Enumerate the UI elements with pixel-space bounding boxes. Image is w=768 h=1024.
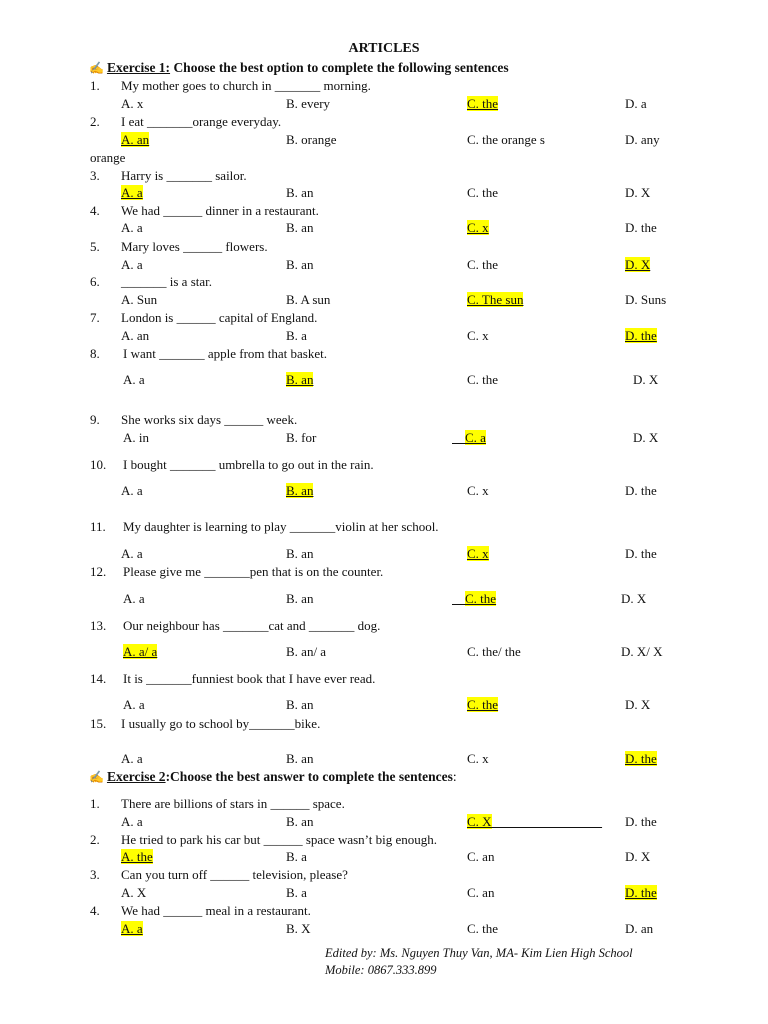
option-b[interactable]: B. A sun — [286, 292, 331, 307]
option-c[interactable] — [467, 697, 498, 713]
option-c[interactable]: C. the — [467, 257, 499, 272]
option-a[interactable] — [121, 849, 153, 865]
option-b[interactable]: B. a — [286, 849, 307, 864]
option-a[interactable]: A. a — [123, 697, 145, 712]
option-c[interactable]: C. x — [467, 328, 489, 343]
option-a[interactable]: A. a — [121, 257, 143, 272]
question-number: 7. — [90, 310, 100, 325]
question-number: 10. — [90, 457, 107, 472]
option-a[interactable]: A. an — [121, 328, 150, 343]
option-b[interactable]: B. an — [286, 220, 314, 235]
option-c[interactable]: C. the — [467, 185, 499, 200]
exercise-2-heading — [89, 769, 457, 785]
question-text: London is ______ capital of England. — [121, 310, 318, 325]
option-c[interactable]: C. the — [467, 921, 499, 936]
option-a[interactable] — [121, 921, 143, 937]
option-a[interactable]: A. a — [121, 814, 143, 829]
correct-answer: C. the — [465, 591, 497, 606]
option-c[interactable] — [467, 96, 498, 112]
question-number: 9. — [90, 412, 100, 427]
question-text: I bought _______ umbrella to go out in the rain. — [123, 457, 374, 472]
question-number: 12. — [90, 564, 107, 579]
option-c[interactable] — [467, 292, 523, 308]
question-number: 5. — [90, 239, 100, 254]
option-b[interactable]: B. an — [286, 185, 314, 200]
question-number: 4. — [90, 203, 100, 218]
question-number: 3. — [90, 168, 100, 183]
option-b[interactable]: B. an — [286, 697, 314, 712]
correct-answer: A. an — [121, 132, 150, 147]
option-b[interactable] — [286, 372, 313, 388]
question-number: 1. — [90, 796, 100, 811]
option-b[interactable]: B. an — [286, 751, 314, 766]
question-number: 13. — [90, 618, 107, 633]
option-d[interactable]: D. the — [625, 546, 657, 561]
correct-answer: D. the — [625, 328, 657, 343]
option-d[interactable] — [625, 328, 657, 344]
question-text: I usually go to school by_______bike. — [121, 716, 321, 731]
exercise-1-heading — [89, 60, 509, 76]
exercise-1-label: Exercise 1: — [106, 60, 171, 75]
exercise-2-instruction: :Choose the best answer to complete the sentences — [165, 769, 453, 784]
question-number: 15. — [90, 716, 107, 731]
option-d[interactable]: D. the — [625, 483, 657, 498]
option-d[interactable]: D. the — [625, 220, 657, 235]
option-a[interactable]: A. a — [121, 751, 143, 766]
option-c[interactable] — [452, 591, 496, 607]
option-d[interactable]: D. X — [625, 849, 651, 864]
option-a[interactable]: A. a — [121, 220, 143, 235]
correct-answer: D. X — [625, 257, 651, 272]
option-c[interactable] — [467, 814, 602, 830]
option-d[interactable]: D. X — [633, 430, 659, 445]
option-d[interactable]: D. any — [625, 132, 660, 147]
option-c[interactable]: C. the/ the — [467, 644, 521, 659]
option-b[interactable]: B. an/ a — [286, 644, 327, 659]
option-c[interactable] — [467, 546, 489, 562]
question-text: We had ______ dinner in a restaurant. — [121, 203, 319, 218]
option-c[interactable] — [467, 220, 489, 236]
option-d[interactable]: D. Suns — [625, 292, 667, 307]
option-a[interactable]: A. a — [123, 372, 145, 387]
option-c[interactable]: C. the orange s — [467, 132, 545, 147]
option-d[interactable]: D. X — [625, 185, 651, 200]
footer-mobile: Mobile: 0867.333.899 — [325, 963, 437, 977]
option-b[interactable]: B. for — [286, 430, 317, 445]
option-b[interactable]: B. every — [286, 96, 331, 111]
option-a[interactable] — [121, 132, 149, 148]
option-b[interactable]: B. a — [286, 328, 307, 343]
option-b[interactable] — [286, 483, 313, 499]
question-text: My mother goes to church in _______ morning. — [121, 78, 371, 93]
exercise-2-colon: : — [452, 769, 457, 784]
question-text: Mary loves ______ flowers. — [121, 239, 268, 254]
page-title: ARTICLES — [348, 41, 420, 56]
option-d[interactable]: D. X — [621, 591, 647, 606]
question-text: Harry is _______ sailor. — [121, 168, 247, 183]
correct-answer: C. x — [467, 546, 489, 561]
question-text: We had ______ meal in a restaurant. — [121, 903, 311, 918]
question-number: 14. — [90, 671, 107, 686]
question-number: 1. — [90, 78, 100, 93]
option-d[interactable]: D. X — [633, 372, 659, 387]
question-text: Our neighbour has _______cat and _______ dog. — [123, 618, 381, 633]
exercise-2-label: Exercise 2 — [106, 769, 166, 784]
correct-answer: C. x — [467, 220, 489, 235]
question-number: 2. — [90, 832, 100, 847]
correct-answer: C. the — [467, 96, 499, 111]
correct-answer: A. a — [121, 921, 143, 936]
correct-answer: A. the — [121, 849, 153, 864]
question-text: There are billions of stars in ______ space. — [121, 796, 345, 811]
question-text: She works six days ______ week. — [121, 412, 298, 427]
option-a[interactable] — [121, 185, 143, 201]
correct-answer: C. The sun — [467, 292, 524, 307]
option-d[interactable]: D. the — [625, 814, 657, 829]
option-c[interactable]: C. an — [467, 885, 495, 900]
correct-answer: A. a — [121, 185, 143, 200]
question-text: My daughter is learning to play _______violin at her school. — [123, 519, 439, 534]
option-b[interactable]: B. an — [286, 257, 314, 272]
correct-answer: D. the — [625, 751, 657, 766]
option-b[interactable]: B. an — [286, 814, 314, 829]
option-c[interactable]: C. the — [467, 372, 499, 387]
option-c[interactable] — [452, 430, 486, 446]
option-d[interactable] — [625, 751, 657, 767]
option-b[interactable]: B. a — [286, 885, 307, 900]
option-c[interactable]: C. an — [467, 849, 495, 864]
correct-answer: A. a/ a — [123, 644, 158, 659]
option-b[interactable]: B. an — [286, 546, 314, 561]
option-d[interactable]: D. X — [625, 697, 651, 712]
option-b[interactable]: B. X — [286, 921, 311, 936]
correct-answer: C. X — [467, 814, 492, 829]
option-d[interactable] — [625, 885, 657, 901]
option-a[interactable] — [123, 644, 157, 660]
question-number: 2. — [90, 114, 100, 129]
question-text: Please give me _______pen that is on the counter. — [123, 564, 384, 579]
exercise-1-instruction: Choose the best option to complete the following sentences — [170, 60, 509, 75]
question-text: _______ is a star. — [121, 274, 212, 289]
option-d[interactable]: D. a — [625, 96, 647, 111]
question-text: It is _______funniest book that I have ever read. — [123, 671, 376, 686]
question-number: 8. — [90, 346, 100, 361]
question-text: He tried to park his car but ______ space wasn’t big enough. — [121, 832, 438, 847]
option-d[interactable] — [625, 257, 650, 273]
pen-icon: ✍ — [89, 770, 104, 784]
option-a[interactable]: A. x — [121, 96, 144, 111]
option-d[interactable]: D. X/ X — [621, 644, 663, 659]
correct-answer: D. the — [625, 885, 657, 900]
option-a[interactable]: A. X — [121, 885, 147, 900]
option-a[interactable]: A. Sun — [121, 292, 158, 307]
question-text: I want _______ apple from that basket. — [123, 346, 327, 361]
question-text: I eat _______orange everyday. — [121, 114, 282, 129]
question-number: 3. — [90, 867, 100, 882]
question-text: Can you turn off ______ television, please? — [121, 867, 348, 882]
correct-answer: B. an — [286, 372, 314, 387]
question-number: 6. — [90, 274, 100, 289]
pen-icon: ✍ — [89, 61, 104, 75]
correct-answer: C. the — [467, 697, 499, 712]
option-c[interactable]: C. x — [467, 483, 489, 498]
option-a[interactable]: A. a — [123, 591, 145, 606]
option-d-continuation: orange — [90, 150, 126, 165]
question-number: 11. — [90, 519, 106, 534]
option-c[interactable]: C. x — [467, 751, 489, 766]
option-b[interactable]: B. orange — [286, 132, 337, 147]
option-b[interactable]: B. an — [286, 591, 314, 606]
correct-answer: C. a — [465, 430, 486, 445]
option-a[interactable]: A. in — [123, 430, 149, 445]
correct-answer: B. an — [286, 483, 314, 498]
option-a[interactable]: A. a — [121, 483, 143, 498]
footer-editor: Edited by: Ms. Nguyen Thuy Van, MA- Kim Lien High School — [325, 946, 633, 960]
question-number: 4. — [90, 903, 100, 918]
option-d[interactable]: D. an — [625, 921, 654, 936]
option-a[interactable]: A. a — [121, 546, 143, 561]
